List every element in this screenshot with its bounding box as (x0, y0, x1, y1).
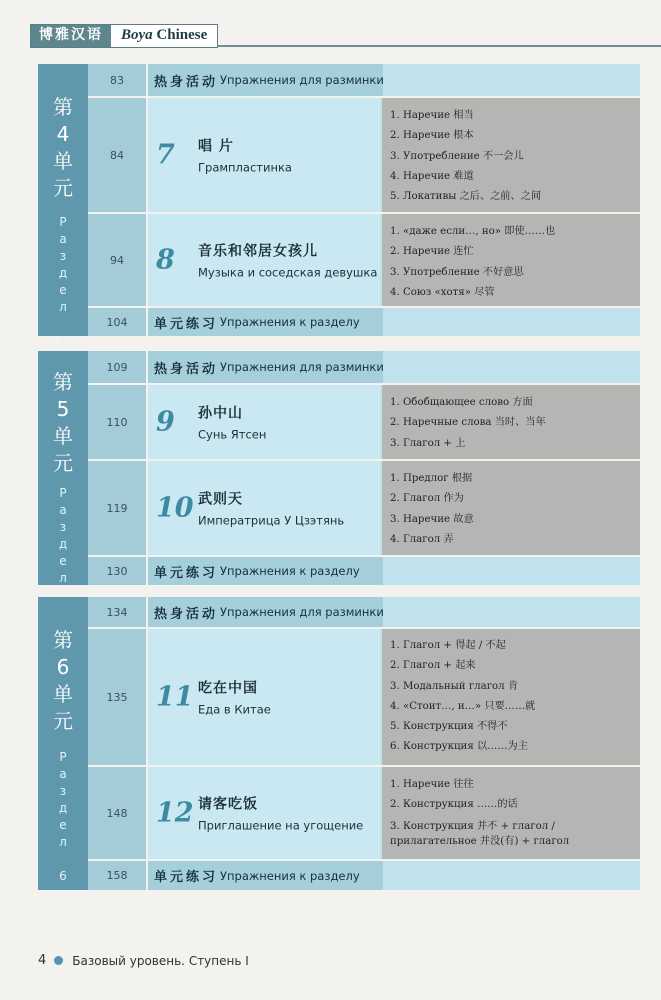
unit-label-cn: 第 6 单 元 (53, 628, 73, 733)
lesson-title-cn: 吃在中国 (198, 680, 258, 697)
lesson-number: 8 (156, 244, 175, 276)
grammar-list-cell (382, 767, 640, 859)
warmup-row[interactable] (88, 597, 640, 627)
page-number: 94 (88, 214, 148, 306)
unit-label-ru: Р а з д е л (58, 486, 68, 585)
review-ru: Упражнения к разделу (220, 564, 360, 578)
grammar-item: 2. Наречные слова 当时、当年 (390, 417, 546, 429)
lesson-title-cn: 武则天 (198, 491, 243, 508)
lesson-title-ru: Еда в Китае (198, 702, 271, 717)
page-number: 148 (88, 767, 148, 859)
review-ru: Упражнения к разделу (220, 868, 360, 883)
grammar-item: 1. Наречие 相当 (390, 110, 474, 121)
unit-side-label (38, 351, 88, 585)
grammar-item: 5. Конструкция 不得不 (390, 721, 508, 733)
brand-cn: 博雅汉语 (31, 25, 111, 47)
lesson-number: 9 (156, 406, 175, 438)
lesson-title-cn: 请客吃饭 (198, 796, 258, 813)
warmup-cn: 热身活动 (154, 361, 219, 377)
grammar-item: 2. Наречие 根本 (390, 130, 474, 142)
lesson-number: 7 (156, 139, 175, 171)
warmup-cn: 热身活动 (154, 74, 219, 90)
warmup-ru: Упражнения для разминки (220, 360, 384, 374)
unit-side-label (38, 64, 88, 348)
lesson-number: 12 (156, 797, 194, 829)
grammar-item: 2. Конструкция ……的话 (390, 799, 518, 811)
lesson-title-ru: Сунь Ятсен (198, 427, 267, 442)
page-number: 130 (88, 557, 148, 585)
review-cn: 单元练习 (154, 316, 219, 332)
unit-label-ru: Р а з д е л 6 (58, 750, 68, 883)
grammar-item: 4. Союз «хотя» 尽管 (390, 286, 495, 298)
page-footer (38, 953, 249, 968)
brand-label (30, 24, 218, 48)
unit-section-4 (38, 64, 640, 348)
grammar-item: 1. Обобщающее слово 方面 (390, 397, 533, 408)
grammar-item: 3. Наречие 故意 (390, 513, 474, 525)
grammar-item: 1. Предлог 根据 (390, 473, 473, 484)
unit-label-ru: Р а з д е л 4 (58, 215, 68, 348)
footer-page-number: 4 (38, 953, 47, 968)
grammar-item: 1. Глагол + 得起 / 不起 (390, 640, 506, 651)
warmup-ru: Упражнения для разминки (220, 73, 384, 87)
lesson-number: 11 (156, 681, 194, 713)
grammar-item: 3. Глагол + 上 (390, 437, 466, 449)
page-number: 109 (88, 351, 148, 383)
grammar-item: 1. «даже если…, но» 即使……也 (390, 226, 556, 237)
lesson-title-ru: Императрица У Цзэтянь (198, 513, 345, 528)
grammar-item: 4. Глагол 弄 (390, 533, 454, 545)
page-number: 158 (88, 861, 148, 890)
grammar-item: 3. Употребление 不一会儿 (390, 150, 524, 162)
review-row[interactable] (88, 557, 640, 585)
grammar-item: 3. Конструкция 并不 + глагол / прилагательное 并没(有) + глагол (390, 820, 570, 847)
grammar-item: 4. «Стоит…, и…» 只要……就 (390, 700, 536, 712)
lesson-row-7[interactable] (88, 98, 640, 212)
lesson-title-cn: 孙中山 (198, 405, 243, 422)
page-number: 84 (88, 98, 148, 212)
warmup-cn: 热身活动 (154, 606, 219, 622)
grammar-item: 3. Употребление 不好意思 (390, 266, 524, 278)
page-number: 119 (88, 461, 148, 555)
grammar-list-cell (382, 98, 640, 212)
grammar-list-cell (382, 461, 640, 555)
unit-label-cn: 第 4 单 元 (53, 95, 73, 200)
grammar-item: 4. Наречие 难道 (390, 170, 474, 182)
footer-text: Базовый уровень. Ступень I (72, 953, 249, 968)
lesson-title-ru: Музыка и соседская девушка (198, 265, 378, 280)
page-number: 134 (88, 597, 148, 627)
review-cn: 单元练习 (154, 565, 219, 581)
review-row[interactable] (88, 308, 640, 336)
page-number: 135 (88, 629, 148, 765)
grammar-item: 2. Глагол + 起来 (390, 660, 476, 672)
lesson-title-cn: 唱 片 (198, 138, 234, 155)
review-row[interactable] (88, 861, 640, 890)
page-number: 104 (88, 308, 148, 336)
review-cn: 单元练习 (154, 870, 219, 885)
grammar-list-cell (382, 385, 640, 459)
lesson-row-8[interactable] (88, 214, 640, 306)
grammar-list-cell (382, 214, 640, 306)
lesson-title-ru: Грампластинка (198, 160, 292, 175)
unit-label-cn: 第 5 单 元 (53, 370, 73, 475)
page-number: 110 (88, 385, 148, 459)
bullet-dot-icon (54, 956, 63, 965)
grammar-item: 2. Наречие 连忙 (390, 246, 474, 258)
brand-en: Boya Chinese (111, 25, 217, 47)
grammar-list-cell (382, 629, 640, 765)
grammar-item: 6. Конструкция 以……为主 (390, 741, 528, 753)
lesson-row-11[interactable] (88, 629, 640, 765)
grammar-item: 1. Наречие 往往 (390, 779, 474, 790)
unit-section-6 (38, 597, 640, 890)
lesson-row-10[interactable] (88, 461, 640, 555)
page-header (30, 24, 661, 46)
unit-section-5 (38, 351, 640, 585)
review-ru: Упражнения к разделу (220, 315, 360, 329)
lesson-title-cn: 音乐和邻居女孩儿 (198, 243, 318, 260)
grammar-item: 2. Глагол 作为 (390, 493, 464, 505)
lesson-row-12[interactable] (88, 767, 640, 859)
warmup-row[interactable] (88, 64, 640, 96)
grammar-item: 5. Локативы 之后、之前、之间 (390, 191, 542, 203)
lesson-title-ru: Приглашение на угощение (198, 818, 364, 833)
warmup-row[interactable] (88, 351, 640, 383)
warmup-ru: Упражнения для разминки (220, 605, 384, 619)
unit-side-label (38, 597, 88, 890)
grammar-item: 3. Модальный глагол 肯 (390, 680, 519, 692)
lesson-number: 10 (156, 492, 194, 524)
lesson-row-9[interactable] (88, 385, 640, 459)
page-number: 83 (88, 64, 148, 96)
